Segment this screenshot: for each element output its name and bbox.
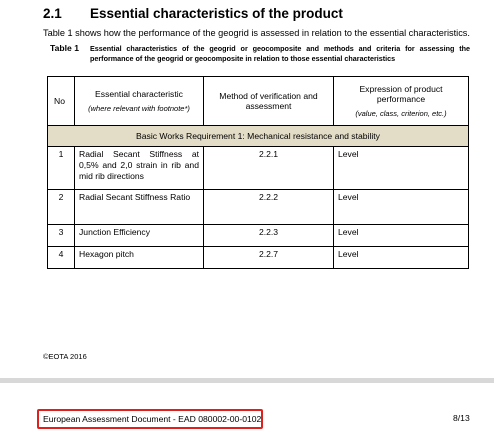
copyright-notice: ©EOTA 2016	[43, 352, 87, 361]
row-expression: Level	[334, 190, 469, 225]
table-row	[48, 225, 469, 247]
table-row	[48, 190, 469, 225]
table-group-row	[48, 126, 469, 147]
footer-document-title: European Assessment Document - EAD 080002-00-0102	[37, 409, 263, 429]
header-characteristic	[75, 77, 204, 126]
row-method: 2.2.3	[204, 225, 334, 247]
header-characteristic-label: Essential characteristic	[95, 89, 183, 99]
section-number: 2.1	[43, 6, 62, 21]
page-separator	[0, 378, 494, 383]
table-caption-text: Essential characteristics of the geogrid or geocomposite and methods and criteria for assessing the performance of the geogrid or geocomposite in relation to those essential characteristics	[90, 44, 470, 63]
footer-page-number: 8/13	[453, 413, 470, 423]
header-method: Method of verification and assessment	[204, 77, 334, 126]
table-row	[48, 247, 469, 269]
header-expression-label: Expression of product performance	[359, 84, 443, 104]
section-title: Essential characteristics of the product	[90, 6, 343, 21]
table-header-row	[48, 77, 469, 126]
row-expression: Level	[334, 247, 469, 269]
row-characteristic: Hexagon pitch	[75, 247, 204, 269]
table-label: Table 1	[50, 43, 79, 53]
header-expression	[334, 77, 469, 126]
essential-characteristics-table	[47, 76, 469, 269]
row-number: 2	[48, 190, 75, 225]
section-intro: Table 1 shows how the performance of the geogrid is assessed in relation to the essential characteristics.	[43, 28, 470, 38]
row-method: 2.2.7	[204, 247, 334, 269]
row-characteristic: Radial Secant Stiffness Ratio	[75, 190, 204, 225]
header-no: No	[48, 77, 75, 126]
table-caption	[50, 44, 470, 63]
header-characteristic-note: (where relevant with footnote*)	[88, 104, 190, 113]
row-expression: Level	[334, 147, 469, 190]
row-number: 3	[48, 225, 75, 247]
row-expression: Level	[334, 225, 469, 247]
header-expression-note: (value, class, criterion, etc.)	[355, 109, 447, 118]
row-characteristic: Radial Secant Stiffness at 0,5% and 2,0 strain in rib and mid rib directions	[75, 147, 204, 190]
table-row	[48, 147, 469, 190]
row-method: 2.2.2	[204, 190, 334, 225]
row-number: 1	[48, 147, 75, 190]
row-method: 2.2.1	[204, 147, 334, 190]
row-characteristic: Junction Efficiency	[75, 225, 204, 247]
row-number: 4	[48, 247, 75, 269]
group-basic-works-requirement: Basic Works Requirement 1: Mechanical resistance and stability	[48, 126, 469, 147]
